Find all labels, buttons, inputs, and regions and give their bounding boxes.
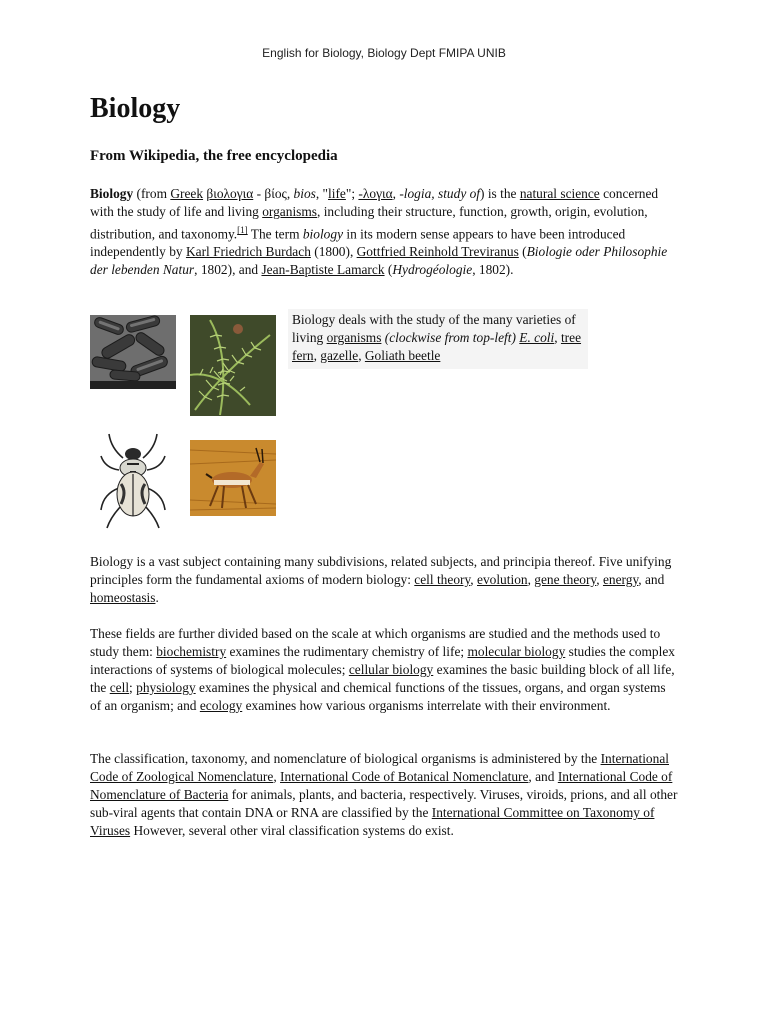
link-energy[interactable]: energy	[602, 572, 639, 587]
italic-text: -logia, study of	[399, 186, 481, 201]
link-natural-science[interactable]: natural science	[519, 186, 600, 201]
text: , and	[638, 572, 665, 587]
text: ) is the	[480, 186, 520, 201]
principles-paragraph	[90, 553, 680, 607]
link-goliath-beetle[interactable]: Goliath beetle	[364, 348, 441, 363]
text: ,	[358, 348, 365, 363]
text: concerned with the study of life and living	[90, 186, 659, 219]
link-physiology[interactable]: physiology	[136, 680, 196, 695]
text: examines the rudimentary chemistry of life;	[226, 644, 468, 659]
link-ecology[interactable]: ecology	[199, 698, 243, 713]
text: However, several other viral classification systems do exist.	[130, 823, 454, 838]
link-ictv[interactable]: International Committee on Taxonomy of Viruses	[90, 805, 655, 838]
link-icnb[interactable]: International Code of Nomenclature of Bacteria	[90, 769, 673, 802]
text: , 1802), and	[194, 262, 262, 278]
link-organisms[interactable]: organisms	[262, 204, 318, 219]
ecoli-image[interactable]	[90, 315, 176, 389]
text: ,	[313, 348, 321, 363]
text: examines the physical and chemical functions of the tissues, organs, and organ systems of an organism; and	[90, 680, 666, 713]
text: , 1802).	[472, 262, 514, 278]
text: , including their structure, function, growth, origin, evolution, distribution, and taxonomy.	[90, 204, 648, 242]
page-subtitle: From Wikipedia, the free encyclopedia	[90, 148, 338, 164]
text: ";	[345, 186, 359, 201]
text: The classification, taxonomy, and nomenclature of biological organisms is administered by the	[90, 751, 601, 766]
gazelle-image[interactable]	[190, 440, 276, 516]
link-burdach[interactable]: Karl Friedrich Burdach	[185, 244, 311, 260]
link-ecoli[interactable]	[519, 330, 554, 345]
text: ,	[596, 572, 603, 587]
text: ,	[273, 769, 281, 784]
footnote-ref[interactable]: [1]	[237, 225, 248, 235]
link-biologia[interactable]: βιολογια	[206, 186, 254, 201]
link-icbn[interactable]: International Code of Botanical Nomenclature	[280, 769, 529, 784]
link-greek[interactable]: Greek	[170, 186, 204, 201]
text: These fields are further divided based on the scale at which organisms are studied and the methods used to study them:	[90, 626, 661, 659]
italic-text: Hydrogéologie	[392, 262, 473, 278]
text: ,	[554, 330, 561, 345]
text: studies the complex interactions of systems of biological molecules;	[90, 644, 675, 677]
text: ,	[527, 572, 535, 587]
link-gene-theory[interactable]: gene theory	[534, 572, 597, 587]
link-treviranus[interactable]: Gottfried Reinhold Treviranus	[356, 244, 519, 260]
link-logia[interactable]: -λογια	[358, 186, 393, 201]
text: Biology is a vast subject containing many subdivisions, related subjects, and principia thereof. Five unifying principles form the fundamental axioms of modern biology:	[90, 554, 672, 587]
goliath-beetle-image[interactable]	[97, 428, 169, 530]
link-tree-fern[interactable]: tree fern	[292, 330, 582, 363]
italic-text: E. coli	[519, 330, 555, 345]
text: (from	[133, 186, 171, 201]
italic-text: bios	[293, 186, 316, 201]
text: The term	[247, 226, 303, 242]
text: examines the basic building block of all life, the	[90, 662, 675, 695]
page-header: English for Biology, Biology Dept FMIPA UNIB	[262, 46, 506, 60]
text: (1800),	[310, 244, 357, 260]
text: Biology deals with the study of the many varieties of living	[292, 312, 576, 345]
text: for animals, plants, and bacteria, respectively. Viruses, viroids, prions, and all other sub-viral agents that contain DNA or RNA are classified by the	[90, 787, 678, 820]
link-cell[interactable]: cell	[109, 680, 130, 695]
link-molecular-biology[interactable]: molecular biology	[467, 644, 566, 659]
tree-fern-image[interactable]	[190, 315, 276, 416]
text: (	[518, 244, 527, 260]
link-life[interactable]: life	[328, 186, 346, 201]
text: ;	[129, 680, 137, 695]
link-cell-theory[interactable]: cell theory	[414, 572, 471, 587]
link-cellular-biology[interactable]: cellular biology	[348, 662, 434, 677]
italic-text: biology	[302, 226, 344, 242]
fields-paragraph	[90, 625, 680, 715]
link-iczn[interactable]: International Code of Zoological Nomenclature	[90, 751, 669, 784]
classification-paragraph	[90, 750, 680, 840]
italic-text: Biologie oder Philosophie der lebenden Natur	[90, 244, 668, 278]
link-gazelle[interactable]: gazelle	[320, 348, 359, 363]
link-evolution[interactable]: evolution	[477, 572, 528, 587]
italic-text: (clockwise from top-left)	[384, 330, 516, 345]
text: examines how various organisms interrelate with their environment.	[242, 698, 611, 713]
link-lamarck[interactable]: Jean-Baptiste Lamarck	[261, 262, 385, 278]
link-biochemistry[interactable]: biochemistry	[156, 644, 227, 659]
text: in its modern sense appears to have been introduced independently by	[90, 226, 626, 260]
text: , and	[528, 769, 558, 784]
text: ,	[470, 572, 477, 587]
page-title: Biology	[90, 93, 181, 124]
link-homeostasis[interactable]: homeostasis	[90, 590, 156, 605]
text: .	[155, 590, 159, 605]
image-caption	[288, 309, 588, 369]
bold-term: Biology	[90, 186, 134, 201]
text: , "	[315, 186, 329, 201]
link-caption-organisms[interactable]: organisms	[326, 330, 382, 345]
text: (	[384, 262, 393, 278]
intro-paragraph	[90, 185, 680, 279]
text: - βίος,	[253, 186, 294, 201]
text: ,	[392, 186, 400, 201]
